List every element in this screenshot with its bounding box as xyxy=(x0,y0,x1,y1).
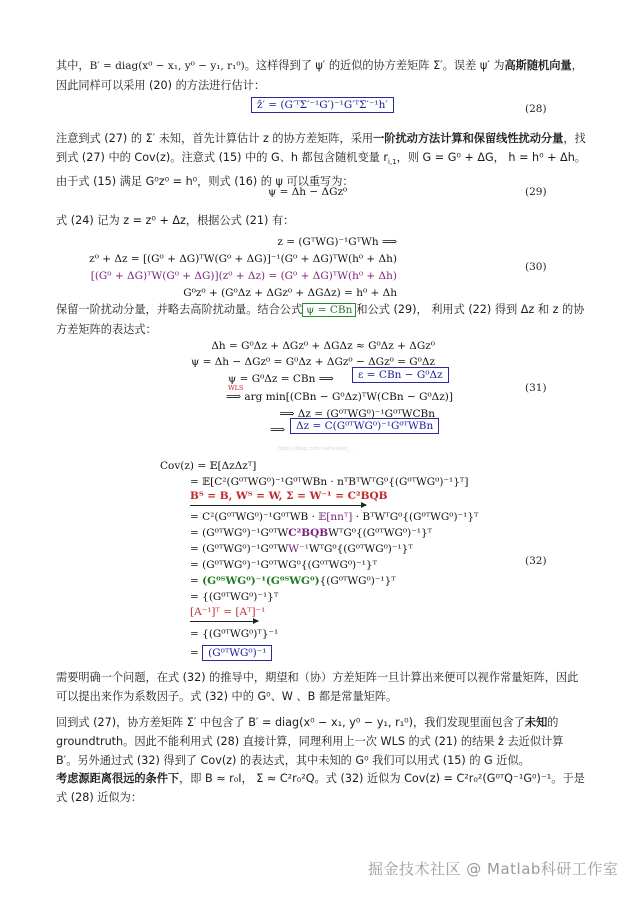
text: ，因此同样可以采用 (20) 的方法进行估计： xyxy=(56,59,583,92)
condition-label: [A⁻¹]ᵀ = [Aᵀ]⁻¹ xyxy=(190,606,266,618)
text: 保留一阶扰动分量，并略去高阶扰动量。结合公式 xyxy=(56,303,303,316)
text: 其中， xyxy=(56,59,90,72)
implies-arrow: ⟹ xyxy=(270,424,286,436)
boxed-formula: ε = CBn − G⁰Δz xyxy=(352,367,449,383)
highlight-term: C²BQB xyxy=(288,527,329,539)
paragraph-2 xyxy=(56,129,586,191)
equation-31-line xyxy=(228,373,334,385)
equation-32-line xyxy=(190,543,413,555)
bold-text: 高斯随机向量 xyxy=(504,59,572,72)
formula-text: {(G⁰ᵀWG⁰)⁻¹}ᵀ xyxy=(319,575,396,587)
paragraph-4 xyxy=(56,300,586,339)
equation-32-line: = {(G⁰ᵀWG⁰)⁻¹}ᵀ xyxy=(190,591,279,603)
text: ，即 B ≈ r₀I， Σ ≈ C²r₀²Q。式 (32) 近似为 Cov(z) = C²r₀²(G⁰ᵀQ⁻¹G⁰)⁻¹。于是式 (28) 近似为： xyxy=(56,772,585,804)
equation-32-line: = (G⁰ᵀWG⁰)⁻¹G⁰ᵀWG⁰{(G⁰ᵀWG⁰)⁻¹}ᵀ xyxy=(190,559,377,571)
formula-text: = (G⁰ᵀWG⁰)⁻¹G⁰ᵀW xyxy=(190,527,289,539)
formula-text: = xyxy=(190,647,203,659)
boxed-formula: ψ = CBn xyxy=(302,303,356,317)
equation-32-line xyxy=(190,575,396,587)
text: 回到式 (27)，协方差矩阵 Σ′ 中包含了 B′ = diag(x⁰ − x₁, y⁰ − y₁, r₁⁰)，我们发现里面包含了 xyxy=(56,716,525,729)
faint-url-text: https://blog.csdn.net/weixin_... xyxy=(278,446,355,452)
bold-text: 考虑源距离很远的条件下 xyxy=(56,772,180,785)
equation-32-line: = 𝔼[C²(G⁰ᵀWG⁰)⁻¹G⁰ᵀWBn · nᵀBᵀWᵀG⁰{(G⁰ᵀWG⁰)⁻¹}ᵀ] xyxy=(190,476,469,488)
equation-32-line: = {(G⁰ᵀWG⁰)ᵀ}⁻¹ xyxy=(190,628,279,640)
wls-label: WLS xyxy=(228,384,244,392)
condition-label: Bᵀ = B, Wᵀ = W, Σ = W⁻¹ = C²BQB xyxy=(190,490,388,502)
equation-31-line: ⟹ arg min[(CBn − G⁰Δz)ᵀW(CBn − G⁰Δz)] xyxy=(226,391,453,403)
equation-31-box xyxy=(352,369,449,381)
equation-number: (28) xyxy=(525,103,547,115)
equation-31-line: Δh = G⁰Δz + ΔGz⁰ + ΔGΔz ≈ G⁰Δz + ΔGz⁰ xyxy=(211,340,435,352)
formula-text: = C²(G⁰ᵀWG⁰)⁻¹G⁰ᵀWB · xyxy=(190,511,319,523)
text: ，找到式 (27) 中的 Cov(z)。注意式 (15) 中的 G、h 都包含随机变量 r xyxy=(56,132,586,164)
highlight-term: (G⁰ᵀWG⁰)⁻¹(G⁰ᵀWG⁰) xyxy=(202,575,320,587)
long-arrow xyxy=(190,621,258,622)
equation-28 xyxy=(251,99,394,111)
text: 。这样得到了 ψ′ 的近似的协方差矩阵 Σ′。误差 ψ′ 为 xyxy=(244,59,505,72)
bold-text: 未知 xyxy=(524,716,548,729)
long-arrow xyxy=(190,505,366,506)
equation-number: (31) xyxy=(525,382,547,394)
equation-number: (32) xyxy=(525,555,547,567)
boxed-formula: Δz = C(G⁰ᵀWG⁰)⁻¹G⁰ᵀWBn xyxy=(290,418,439,434)
bold-text: 一阶扰动方法计算和保留线性扰动分量 xyxy=(373,132,564,145)
equation-32-line xyxy=(190,527,432,539)
formula-text: · BᵀWᵀG⁰{(G⁰ᵀWG⁰)⁻¹}ᵀ xyxy=(352,511,479,523)
equation-31-line: ψ = Δh − ΔGz⁰ = G⁰Δz + ΔGz⁰ − ΔGz⁰ = G⁰Δz xyxy=(191,356,435,368)
highlight-term: 𝔼[nnᵀ] xyxy=(318,511,353,523)
equation-31-line xyxy=(270,424,285,436)
text: 和公式 (29)， 利用式 (22) 得到 Δz 和 z 的协方差矩阵的表达式： xyxy=(56,303,585,336)
formula-text: = (G⁰ᵀWG⁰)⁻¹G⁰ᵀW xyxy=(190,543,289,555)
equation-32-line xyxy=(190,511,478,523)
formula-text: ψ = G⁰Δz = CBn ⟹ xyxy=(228,373,334,385)
equation-number: (30) xyxy=(525,261,547,273)
formula-text: = xyxy=(190,575,203,587)
formula-text: WᵀG⁰{(G⁰ᵀWG⁰)⁻¹}ᵀ xyxy=(328,527,433,539)
inline-math: B′ = diag(x⁰ − x₁, y⁰ − y₁, r₁⁰) xyxy=(89,60,245,72)
boxed-formula: (G⁰ᵀWG⁰)⁻¹ xyxy=(202,645,272,661)
paragraph-7 xyxy=(56,769,586,807)
text: 注意到式 (27) 的 Σ′ 未知，首先计算估计 z 的协方差矩阵，采用 xyxy=(56,132,374,145)
equation-30-line: [(G⁰ + ΔG)ᵀW(G⁰ + ΔG)](z⁰ + Δz) = (G⁰ + ΔG)ᵀW(h⁰ + Δh) xyxy=(90,270,397,282)
paragraph-6 xyxy=(56,713,586,770)
text: ，则 G = G⁰ + ΔG， h = h⁰ + Δh。由于式 (15) 满足 G⁰z⁰ = h⁰，则式 (16) 的 ψ 可以重写为： xyxy=(56,151,586,189)
equation-32-line: Cov(z) = 𝔼[ΔzΔzᵀ] xyxy=(160,460,257,472)
equation-31-box xyxy=(290,420,439,432)
boxed-formula: ẑ′ = (G′ᵀΣ′⁻¹G′)⁻¹G′ᵀΣ′⁻¹h′ xyxy=(251,97,394,113)
equation-31-line: ⟹ Δz = (G⁰ᵀWG⁰)⁻¹G⁰ᵀWCBn xyxy=(279,408,435,420)
watermark: 掘金技术社区 @ Matlab科研工作室 xyxy=(368,860,619,878)
equation-30-line: z⁰ + Δz = [(G⁰ + ΔG)ᵀW(G⁰ + ΔG)]⁻¹(G⁰ + ΔG)ᵀW(h⁰ + Δh) xyxy=(89,253,397,265)
equation-30-line: G⁰z⁰ + (G⁰Δz + ΔGz⁰ + ΔGΔz) = h⁰ + Δh xyxy=(183,287,397,299)
subscript: i,1 xyxy=(388,158,397,167)
equation-32-line xyxy=(190,647,272,659)
equation-29: ψ = Δh − ΔGz⁰ xyxy=(268,186,348,198)
equation-number: (29) xyxy=(525,186,547,198)
equation-30-line: z = (GᵀWG)⁻¹GᵀWh ⟹ xyxy=(277,236,397,248)
paragraph-1 xyxy=(56,56,586,95)
highlight-term: W⁻¹ xyxy=(288,543,309,555)
paragraph-3: 式 (24) 记为 z = z⁰ + Δz，根据公式 (21) 有： xyxy=(56,214,295,227)
text: 的 groundtruth。因此不能利用式 (28) 直接计算，同理利用上一次 WLS 的式 (21) 的结果 ẑ 去近似计算 B′。另外通过式 (32) 得到了 Cov(z) 的表达式，其中未知的 G⁰ 我们可以用式 (15) 的 G 近似。 xyxy=(56,716,564,767)
formula-text: WᵀG⁰{(G⁰ᵀWG⁰)⁻¹}ᵀ xyxy=(308,543,413,555)
paragraph-5: 需要明确一个问题，在式 (32) 的推导中，期望和（协）方差矩阵一旦计算出来便可以视作常量矩阵，因此可以提出来作为系数因子。式 (32) 中的 G⁰、W 、B 都是常量矩阵。 xyxy=(56,671,579,703)
